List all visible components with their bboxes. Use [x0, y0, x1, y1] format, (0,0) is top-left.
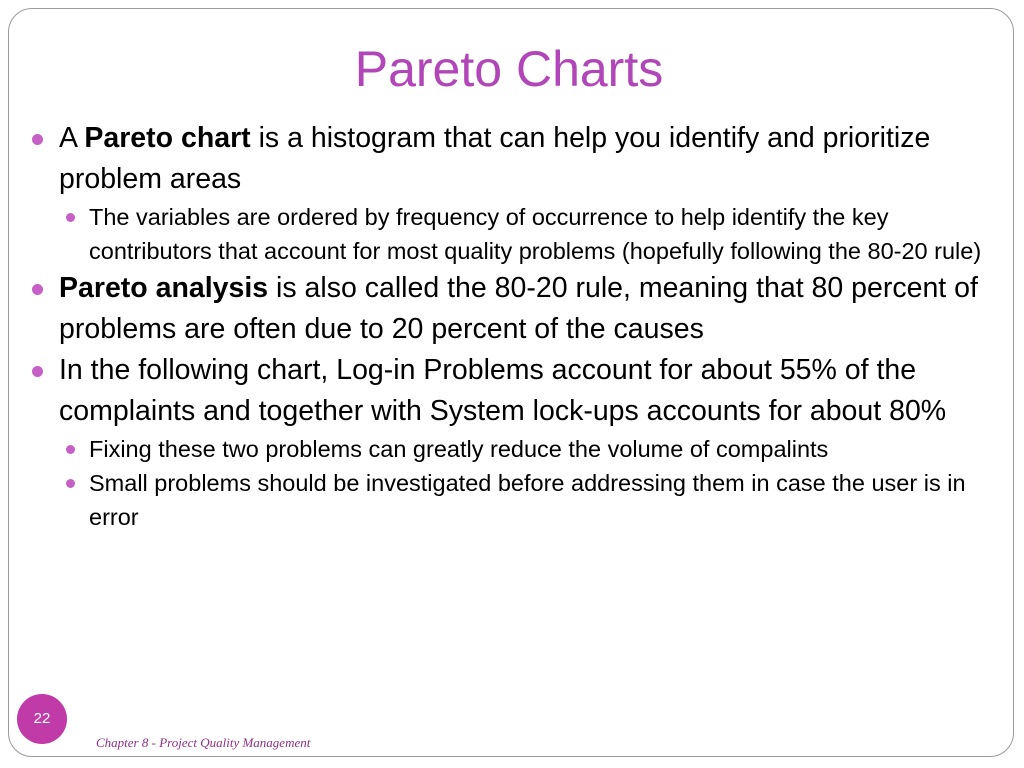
bullet-prefix: A — [59, 122, 85, 154]
bullet-bold-term: Pareto chart — [84, 122, 251, 154]
sub-bullet-dot-icon — [66, 445, 75, 454]
bullet-dot-icon — [32, 284, 43, 295]
page-number-badge: 22 — [17, 694, 67, 744]
sub-bullet-small-problems — [59, 466, 993, 534]
bullet-text: is also called the 80-20 rule, meaning that 80 percent of problems are often due to 20 percent of the causes — [59, 272, 978, 345]
slide-footer: Chapter 8 - Project Quality Management — [96, 735, 311, 750]
sub-bullet-text: Fixing these two problems can greatly reduce the volume of compalints — [89, 436, 829, 462]
sub-bullet-dot-icon — [66, 479, 75, 488]
sub-bullet-fixing-problems — [59, 432, 993, 466]
slide-title: Pareto Charts — [354, 41, 664, 97]
bullet-text: In the following chart, Log-in Problems account for about 55% of the complaints and together with System lock-ups accounts for about 80% — [59, 354, 947, 427]
sub-bullet-text: Small problems should be investigated before addressing them in case the user is in error — [89, 470, 966, 530]
bullet-text: is a histogram that can help you identify and prioritize problem areas — [59, 122, 931, 195]
bullet-bold-term: Pareto analysis — [59, 272, 269, 304]
slide-content — [28, 118, 993, 534]
sub-bullet-dot-icon — [66, 213, 75, 222]
bullet-following-chart — [28, 350, 993, 432]
sub-bullet-variables-ordered — [59, 200, 993, 268]
bullet-pareto-analysis — [28, 268, 993, 350]
bullet-pareto-chart — [28, 118, 993, 200]
bullet-dot-icon — [32, 366, 43, 377]
sub-bullet-text: The variables are ordered by frequency of occurrence to help identify the key contributors that account for most quality problems (hopefully following the 80-20 rule) — [89, 204, 982, 264]
bullet-dot-icon — [32, 134, 43, 145]
